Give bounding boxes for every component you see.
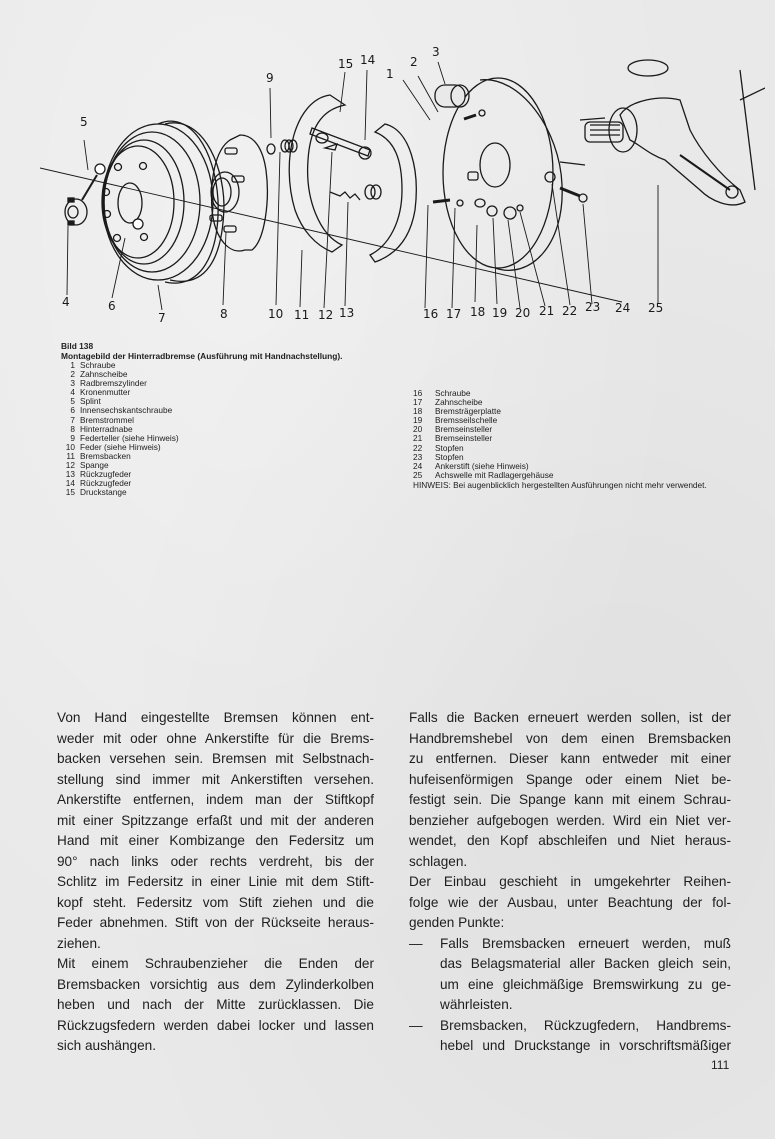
text-line: mit einer Spitzzange erfaßt und mit der anderen [57, 812, 374, 828]
brake-drum-part [95, 121, 224, 283]
text-line: Der Einbau geschieht in umgekehrter Reihen- [409, 874, 731, 889]
callout-14: 14 [360, 53, 376, 67]
castle-nut-part [65, 198, 87, 225]
callout-8: 8 [220, 307, 228, 321]
legend-label: Schraube [80, 360, 116, 370]
legend-number: 16 [413, 388, 423, 398]
callout-15: 15 [338, 57, 354, 71]
legend-label: Hinterradnabe [80, 423, 133, 434]
text-line: Rückzugsfedern werden dabei locker und lassen [57, 1017, 374, 1033]
figure-title: Montagebild der Hinterradbremse (Ausführung mit Handnachstellung). [61, 351, 343, 361]
text-line: weder mit oder ohne Ankerstifte für die Brems- [57, 730, 374, 746]
legend-label: Druckstange [80, 487, 127, 498]
callout-3: 3 [432, 45, 440, 59]
callout-18: 18 [470, 305, 486, 319]
text-line: backen versehen sein. Bremsen mit Selbstnach- [57, 751, 374, 766]
text-line: Bremsbacken vorsichtig aus dem Zylinderkolben [57, 976, 374, 992]
legend-number: 11 [66, 450, 75, 461]
legend-number: 3 [70, 378, 75, 389]
legend-label: Bremsträgerplatte [435, 406, 501, 417]
text-line: heben und nach der Mitte zurücklassen. Die [57, 997, 374, 1012]
text-line: Ankerstifte entfernen, indem man der Stiftkopf [57, 792, 374, 807]
bullet-item [409, 1016, 731, 1057]
legend-label: Bremstrommel [80, 414, 134, 425]
callout-12: 12 [318, 308, 334, 322]
text-column-left [57, 708, 374, 1057]
text-line: Bremsbacken, Rückzugfedern, Handbrems- [440, 1017, 731, 1033]
callout-9: 9 [266, 71, 274, 85]
text-line: Mit einem Schraubenzieher die Enden der [57, 956, 374, 971]
legend-label: Bremseinsteller [435, 433, 493, 444]
legend-label: Ankerstift (siehe Hinweis) [435, 460, 529, 471]
legend-label: Bremseinsteller [435, 424, 493, 435]
text-line: schlagen. [409, 853, 468, 869]
screw-16-part [433, 200, 450, 202]
text-line: Hand mit einer Kombizange den Federsitz um [57, 833, 374, 848]
wheel-hub-part [210, 135, 267, 251]
legend-number: 25 [413, 469, 423, 480]
bullet-item [409, 934, 731, 1016]
text-line: Falls die Backen erneuert werden sollen, ist der [409, 710, 731, 725]
legend-item [413, 471, 554, 480]
dash-marker: — [409, 935, 423, 951]
callout-17: 17 [446, 307, 462, 321]
leader-lines [40, 62, 658, 310]
spring-part [281, 140, 297, 152]
text-line: stellung sind immer mit Ankerstiften versehen. [57, 771, 374, 787]
legend-label: Spange [80, 460, 109, 471]
legend-number: 18 [413, 406, 423, 417]
legend-number: 2 [70, 369, 75, 380]
legend-number: 5 [70, 396, 75, 407]
legend-label: Achswelle mit Radlagergehäuse [435, 469, 554, 480]
text-line: das Belagsmaterial aller Backen gleich sein, [440, 956, 731, 971]
legend-number: 20 [413, 424, 423, 435]
callout-24: 24 [615, 301, 631, 315]
text-line: festigt sein. Die Spange kann mit einem Schrau- [409, 792, 731, 807]
text-line: folge wie der Ausbau, unter Beachtung der fol- [409, 894, 731, 910]
legend-label: Rückzugfeder [80, 478, 132, 489]
legend-number: 7 [70, 414, 75, 425]
legend-item [58, 452, 179, 461]
wheel-cylinder-part [435, 85, 469, 107]
clip-part [325, 144, 337, 150]
text-line: Von Hand eingestellte Bremsen können ent- [57, 710, 374, 725]
legend-number: 24 [413, 460, 423, 471]
text-line: benzieher aufgebogen werden. Wird ein Niet ver- [409, 812, 731, 828]
callout-23: 23 [585, 300, 601, 314]
callout-19: 19 [492, 306, 508, 320]
bullet-list [409, 934, 731, 1057]
callout-11: 11 [294, 308, 310, 322]
parts-legend-left [58, 361, 179, 497]
legend-item [58, 488, 179, 497]
bullet-text [440, 1016, 731, 1057]
paragraph [57, 708, 374, 954]
brake-shoe-left-part [289, 95, 345, 252]
legend-number: 4 [70, 387, 75, 398]
legend-label: Stopfen [435, 451, 464, 462]
text-line: sich aushängen. [57, 1038, 157, 1053]
text-line: wendet, den Kopf abschleifen und Niet heraus- [409, 833, 731, 848]
callout-22: 22 [562, 304, 578, 318]
paragraph [57, 954, 374, 1057]
text-line: Feder abnehmen. Stift von der Rückseite heraus- [57, 915, 374, 930]
plug-23-part [560, 188, 580, 196]
legend-number: 19 [413, 415, 423, 426]
callout-5: 5 [80, 115, 88, 129]
legend-label: Zahnscheibe [80, 369, 128, 380]
legend-label: Splint [80, 396, 101, 407]
legend-label: Rückzugfeder [80, 469, 132, 480]
legend-number: 22 [413, 442, 423, 453]
callout-labels [62, 45, 663, 325]
split-pin-part [82, 175, 97, 200]
brake-assembly-diagram [40, 40, 765, 330]
legend-number: 10 [65, 441, 75, 452]
legend-label: Bremsseilschelle [435, 415, 498, 426]
paragraph [409, 872, 731, 934]
callout-6: 6 [108, 299, 116, 313]
legend-number: 1 [70, 360, 75, 370]
loose-pin-part [580, 118, 605, 120]
text-column-right [409, 708, 731, 1057]
anchor-pin-part [560, 162, 585, 165]
text-line: Handbremshebel von dem einen Bremsbacken [409, 730, 731, 746]
return-spring-bottom-part [330, 192, 360, 200]
brake-shoe-right-part [370, 124, 416, 262]
legend-number: 6 [70, 405, 75, 416]
text-line: kopf steht. Federsitz vom Stift ziehen und die [57, 894, 374, 910]
text-line: zu entfernen. Dieser kann entweder mit einer [409, 751, 731, 766]
text-line: Falls Bremsbacken erneuert werden, muß [440, 935, 731, 951]
legend-number: 14 [65, 478, 75, 489]
legend-number: 13 [65, 469, 75, 480]
parts-legend-right [413, 389, 554, 480]
figure-label: Bild 138 [61, 341, 94, 351]
washer-17-part [457, 200, 463, 206]
washer-2-part [479, 110, 485, 116]
axle-housing-part [585, 60, 765, 205]
legend-number: 21 [413, 433, 423, 444]
text-line: hufeisenförmigen Spange oder einem Niet be- [409, 771, 731, 787]
paragraph [409, 708, 731, 872]
legend-label: Feder (siehe Hinweis) [80, 441, 161, 452]
legend-label: Radbremszylinder [80, 378, 147, 389]
legend-label: Federteller (siehe Hinweis) [80, 432, 179, 443]
text-line: hebel und Druckstange in vorschriftsmäßiger [440, 1038, 731, 1053]
callout-2: 2 [410, 55, 418, 69]
text-line: währleisten. [440, 997, 513, 1012]
note-hinweis: HINWEIS: Bei augenblicklich hergestellten Ausführungen nicht mehr verwendet. [413, 480, 707, 490]
legend-label: Schraube [435, 388, 471, 398]
legend-number: 23 [413, 451, 423, 462]
callout-20: 20 [515, 306, 531, 320]
text-line: Schlitz im Federsitz in einer Linie mit dem Stift- [57, 874, 374, 889]
text-line: 90° nach links oder rechts verdreht, bis der [57, 853, 374, 869]
text-line: um eine gleichmäßige Bremswirkung zu ge- [440, 976, 731, 992]
legend-number: 12 [65, 460, 75, 471]
callout-10: 10 [268, 307, 284, 321]
legend-label: Stopfen [435, 442, 464, 453]
legend-item [58, 388, 179, 397]
legend-label: Kronenmutter [80, 387, 131, 398]
spring-cup-part [267, 144, 275, 154]
page-number: 111 [711, 1058, 730, 1072]
legend-number: 17 [413, 397, 423, 408]
callout-1: 1 [386, 67, 394, 81]
legend-number: 8 [70, 423, 75, 434]
callout-16: 16 [423, 307, 439, 321]
legend-number: 15 [65, 487, 75, 498]
legend-number: 9 [70, 432, 75, 443]
text-line: genden Punkte: [409, 915, 505, 930]
screw-1-part [464, 115, 476, 119]
callout-7: 7 [158, 311, 166, 325]
legend-label: Zahnscheibe [435, 397, 483, 408]
dash-marker: — [409, 1017, 423, 1033]
callout-13: 13 [339, 306, 355, 320]
callout-21: 21 [539, 304, 555, 318]
callout-4: 4 [62, 295, 70, 309]
text-line: ziehen. [57, 935, 101, 951]
legend-label: Bremsbacken [80, 450, 131, 461]
bullet-text [440, 934, 731, 1016]
legend-label: Innensechskantschraube [80, 405, 173, 416]
callout-25: 25 [648, 301, 664, 315]
